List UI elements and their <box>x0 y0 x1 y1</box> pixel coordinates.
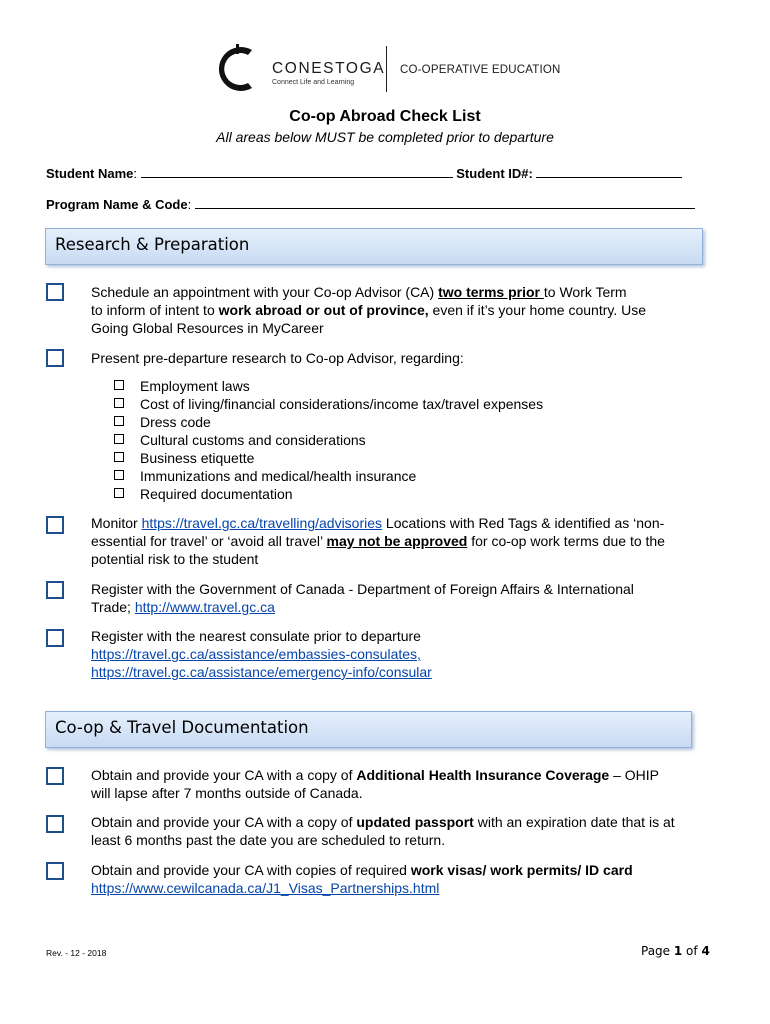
brand-tagline: Connect Life and Learning <box>272 79 355 86</box>
checkbox-pre-departure-research[interactable] <box>46 349 64 367</box>
section-heading: Research & Preparation <box>55 235 250 254</box>
student-id-label: Student ID#: <box>456 166 533 181</box>
item-passport: Obtain and provide your CA with a copy of updated passport with an expiration date that is at least 6 months past the date you are scheduled to return. <box>91 814 675 848</box>
checkbox-schedule-appointment[interactable] <box>46 283 64 301</box>
item-work-visas: Obtain and provide your CA with copies of required work visas/ work permits/ ID card https://www.cewilcanada.ca/J1_Visas_Partnerships.html <box>91 862 633 896</box>
travel-gc-link[interactable]: http://www.travel.gc.ca <box>134 599 275 615</box>
small-checkbox[interactable] <box>114 488 124 498</box>
item-health-insurance: Obtain and provide your CA with a copy of Additional Health Insurance Coverage – OHIP will lapse after 7 months outside of Canada. <box>91 767 660 801</box>
student-info-line: Student Name: Student ID#: <box>46 166 682 181</box>
small-checkbox[interactable] <box>114 452 124 462</box>
conestoga-logo-icon <box>214 44 260 94</box>
page-number: Page 1 of 4 <box>641 944 710 958</box>
small-checkbox[interactable] <box>114 434 124 444</box>
section-research-preparation <box>45 228 703 265</box>
checkbox-passport[interactable] <box>46 815 64 833</box>
program-info-line: Program Name & Code: <box>46 197 695 212</box>
advisories-link[interactable]: https://travel.gc.ca/travelling/advisories <box>141 515 383 531</box>
small-checkbox[interactable] <box>114 380 124 390</box>
student-name-label: Student Name <box>46 166 134 181</box>
checkbox-work-visas[interactable] <box>46 862 64 880</box>
checkbox-monitor-advisories[interactable] <box>46 516 64 534</box>
program-label: Program Name & Code <box>46 197 188 212</box>
small-checkbox[interactable] <box>114 416 124 426</box>
checkbox-register-government[interactable] <box>46 581 64 599</box>
header-divider <box>386 46 387 92</box>
item-pre-departure-research: Present pre-departure research to Co-op Advisor, regarding: <box>91 350 464 366</box>
program-field[interactable] <box>195 197 695 209</box>
student-name-field[interactable] <box>141 166 453 178</box>
item-register-government: Register with the Government of Canada - Department of Foreign Affairs & International Trade; http://www.travel.gc.ca <box>91 581 634 615</box>
department-name: CO-OPERATIVE EDUCATION <box>400 64 561 76</box>
item-monitor-advisories: Monitor https://travel.gc.ca/travelling/advisories Locations with Red Tags & identified as ‘non- essential for travel’ or ‘avoid all travel’ may not be approved for co-op work terms due to the potential risk to the student <box>91 515 665 567</box>
small-checkbox[interactable] <box>114 398 124 408</box>
emergency-info-link[interactable]: https://travel.gc.ca/assistance/emergency-info/consular <box>91 664 432 680</box>
small-checkbox[interactable] <box>114 470 124 480</box>
revision-label: Rev. - 12 - 2018 <box>46 948 107 958</box>
cewil-visas-link[interactable]: https://www.cewilcanada.ca/J1_Visas_Partnerships.html <box>91 880 440 896</box>
document-subtitle: All areas below MUST be completed prior to departure <box>216 129 554 145</box>
item-schedule-appointment: Schedule an appointment with your Co-op Advisor (CA) two terms prior to Work Term to inform of intent to work abroad or out of province, even if it’s your home country. Use Going Global Resources in MyCareer <box>91 284 647 336</box>
student-id-field[interactable] <box>536 166 682 178</box>
item-register-consulate: Register with the nearest consulate prior to departure https://travel.gc.ca/assistance/embassies-consulates, https://travel.gc.ca/assistance/emergency-info/consular <box>91 628 432 680</box>
checkbox-register-consulate[interactable] <box>46 629 64 647</box>
embassies-link[interactable]: https://travel.gc.ca/assistance/embassies-consulates, <box>91 646 421 662</box>
document-title: Co-op Abroad Check List <box>289 108 481 125</box>
brand-name: CONESTOGA <box>272 60 386 77</box>
checkbox-health-insurance[interactable] <box>46 767 64 785</box>
section-travel-documentation <box>45 711 692 748</box>
section-heading: Co-op & Travel Documentation <box>55 718 309 737</box>
